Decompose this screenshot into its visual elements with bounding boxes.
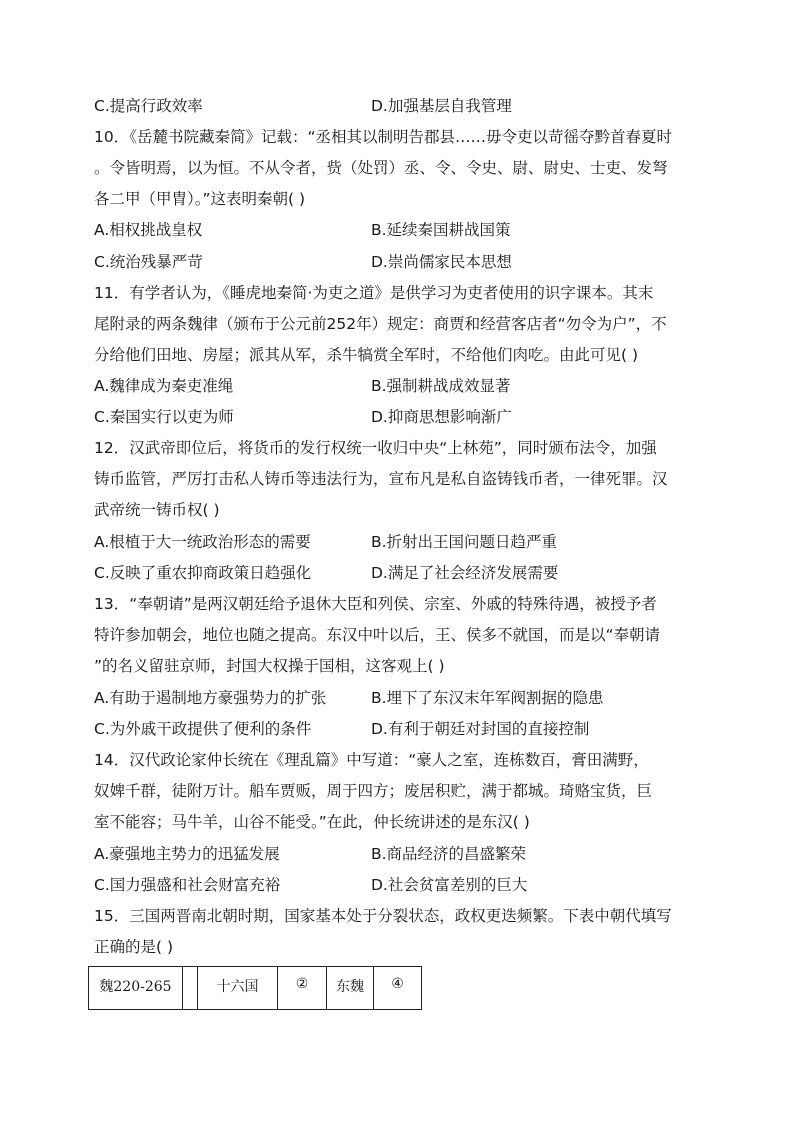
q14-option-b: B.商品经济的昌盛繁荣 [371, 845, 527, 863]
q10-options-row-2 [94, 252, 714, 272]
q10-option-a: A.相权挑战皇权 [94, 221, 203, 239]
q13-text-line-2: 特许参加朝会，地位也随之提高。东汉中叶以后，王、侯多不就国，而是以“奉朝请 [94, 626, 661, 644]
q9-options-row [94, 96, 714, 116]
q12-option-c: C.反映了重农抑商政策日趋强化 [94, 564, 312, 582]
q10-text-line-2: 。令皆明焉，以为恒。不从令者，赀（处罚）丞、令、令史、尉、尉史、士吏、发弩 [94, 159, 668, 177]
q11-options-row-1 [94, 376, 714, 396]
q13-text-line-1: 13．“奉朝请”是两汉朝廷给予退休大臣和列侯、宗室、外戚的特殊待遇，被授予者 [94, 595, 657, 613]
q9-option-c: C.提高行政效率 [94, 97, 203, 115]
q13-option-d: D.有利于朝廷对封国的直接控制 [371, 720, 590, 738]
q14-text-line-3: 室不能容；马牛羊，山谷不能受。”在此，仲长统讲述的是东汉( ) [94, 813, 530, 831]
q11-option-b: B.强制耕战成效显著 [371, 377, 511, 395]
q14-option-d: D.社会贫富差别的巨大 [371, 876, 528, 894]
table-cell-wei: 魏220-265 [89, 967, 183, 1010]
q10-text-line-3: 各二甲（甲胄）。”这表明秦朝( ) [94, 190, 306, 208]
q12-option-d: D.满足了社会经济发展需要 [371, 564, 559, 582]
q14-text-line-2: 奴婢千群，徒附万计。船车贾贩，周于四方；废居积贮，满于都城。琦赂宝货，巨 [94, 782, 653, 800]
q10-option-c: C.统治残暴严苛 [94, 253, 203, 271]
table-cell-blank-2: ② [278, 967, 327, 1010]
dynasty-table [88, 966, 422, 1010]
q12-text-line-1: 12．汉武帝即位后，将货币的发行权统一收归中央“上林苑”，同时颁布法令，加强 [94, 439, 657, 457]
q12-text-line-3: 武帝统一铸币权( ) [94, 501, 220, 519]
q13-options-row-1 [94, 688, 714, 708]
q14-option-c: C.国力强盛和社会财富充裕 [94, 876, 281, 894]
q11-option-d: D.抑商思想影响渐广 [371, 408, 512, 426]
table-cell-sixteen-kingdoms: 十六国 [198, 967, 278, 1010]
q12-option-a: A.根植于大一统政治形态的需要 [94, 533, 311, 551]
q9-option-d: D.加强基层自我管理 [371, 97, 512, 115]
q13-option-b: B.埋下了东汉末年军阀割据的隐患 [371, 689, 604, 707]
q15-text-line-1: 15．三国两晋南北朝时期，国家基本处于分裂状态，政权更迭频繁。下表中朝代填写 [94, 907, 672, 925]
q11-text-line-2: 尾附录的两条魏律（颁布于公元前252年）规定：商贾和经营客店者“勿令为户”，不 [94, 315, 667, 333]
table-cell-blank-4: ④ [374, 967, 422, 1010]
q12-options-row-1 [94, 532, 714, 552]
q11-options-row-2 [94, 407, 714, 427]
q11-option-a: A.魏律成为秦吏准绳 [94, 377, 234, 395]
q15-text-line-2: 正确的是( ) [94, 938, 174, 956]
table-cell-eastern-wei: 东魏 [327, 967, 374, 1010]
q13-text-line-3: ”的名义留驻京师，封国大权操于国相，这客观上( ) [94, 657, 445, 675]
q12-options-row-2 [94, 563, 714, 583]
q10-option-b: B.延续秦国耕战国策 [371, 221, 511, 239]
q14-options-row-1 [94, 844, 714, 864]
q11-text-line-3: 分给他们田地、房屋；派其从军，杀牛犒赏全军时，不给他们肉吃。由此可见( ) [94, 346, 639, 364]
q13-option-a: A.有助于遏制地方豪强势力的扩张 [94, 689, 327, 707]
table-cell-blank [183, 967, 198, 1010]
q12-text-line-2: 铸币监管，严厉打击私人铸币等违法行为，宣布凡是私自盗铸钱币者，一律死罪。汉 [94, 470, 668, 488]
q12-option-b: B.折射出王国问题日趋严重 [371, 533, 558, 551]
table-row [89, 967, 422, 1010]
q14-text-line-1: 14．汉代政论家仲长统在《理乱篇》中写道：“豪人之室，连栋数百，膏田满野， [94, 751, 649, 769]
q14-options-row-2 [94, 875, 714, 895]
q13-option-c: C.为外戚干政提供了便利的条件 [94, 720, 312, 738]
q14-option-a: A.豪强地主势力的迅猛发展 [94, 845, 280, 863]
q11-text-line-1: 11．有学者认为，《睡虎地秦简·为吏之道》是供学习为吏者使用的识字课本。其末 [94, 284, 654, 302]
q10-option-d: D.崇尚儒家民本思想 [371, 253, 512, 271]
q10-options-row-1 [94, 220, 714, 240]
q10-text-line-1: 10．《岳麓书院藏秦简》记载：“丞相其以制明告郡县……毋令吏以苛徭夺黔首春夏时 [94, 128, 673, 146]
q13-options-row-2 [94, 719, 714, 739]
q11-option-c: C.秦国实行以吏为师 [94, 408, 234, 426]
